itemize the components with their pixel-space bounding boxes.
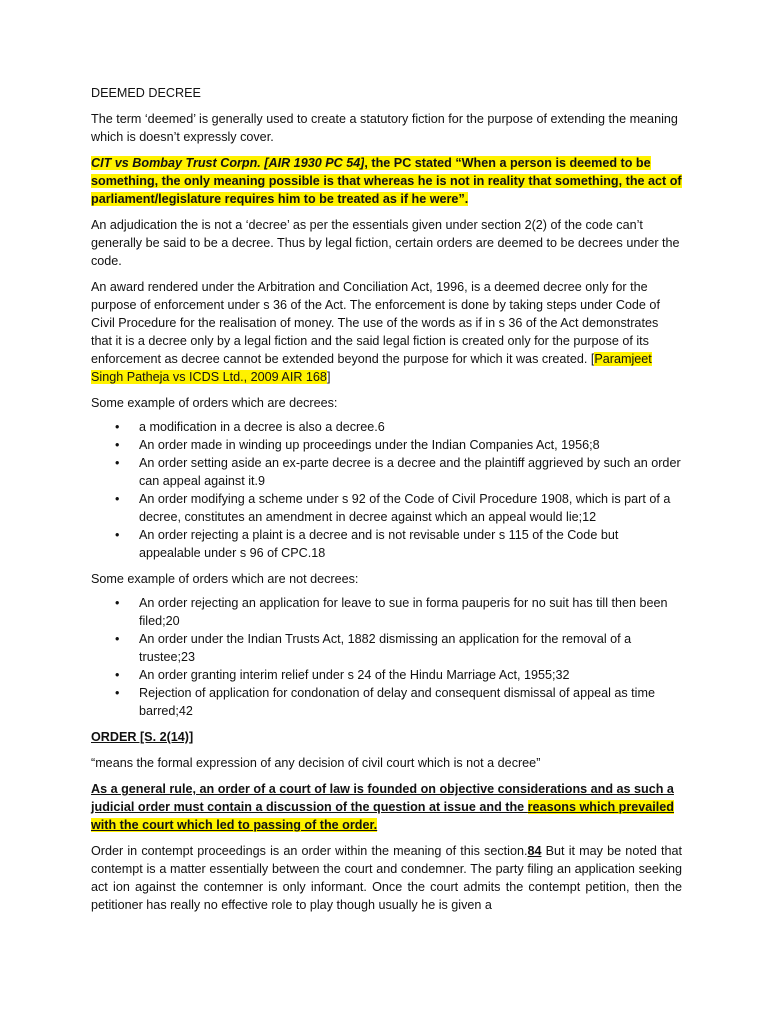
list-item: • An order rejecting an application for leave to sue in forma pauperis for no suit has till then been filed;20 <box>139 594 682 630</box>
award-text: An award rendered under the Arbitration and Conciliation Act, 1996, is a deemed decree only for the purpose of enforcement under s 36 of the Act. The enforcement is done by taking steps under Code of Civil Procedure for the realisation of money. The use of the words as if in s 36 of the Act demonstrates that it is a decree only by a legal fiction and the said legal fiction is created only for the purpose of its enforcement as decree cannot be extended beyond the purpose for which it was created. [ <box>91 280 660 366</box>
section-heading-deemed-decree: DEEMED DECREE <box>91 86 201 100</box>
list-item: • An order made in winding up proceedings under the Indian Companies Act, 1956;8 <box>139 436 682 454</box>
footnote-ref: 84 <box>527 844 542 858</box>
list-item: • An order under the Indian Trusts Act, 1882 dismissing an application for the removal of a trustee;23 <box>139 630 682 666</box>
list-item: • An order modifying a scheme under s 92 of the Code of Civil Procedure 1908, which is part of a decree, constitutes an amendment in decree against which an appeal would lie;12 <box>139 490 682 526</box>
general-rule-text: As a general rule, an order of a court of law is founded on objective considerations and as such a judicial order must contain a discussion of the question at issue and the <box>91 782 674 814</box>
list-item: • An order rejecting a plaint is a decree and is not revisable under s 115 of the Code but appealable under s 96 of CPC.18 <box>139 526 682 562</box>
paragraph-contempt <box>91 842 682 914</box>
award-case-citation: Paramjeet Singh Patheja vs ICDS Ltd., 2009 AIR 168 <box>91 352 652 384</box>
paragraph-award <box>91 278 682 386</box>
paragraph-case-quote <box>91 154 682 208</box>
award-close-bracket: ] <box>326 370 331 384</box>
document-body <box>91 84 682 914</box>
general-rule-highlight: reasons which prevailed with the court which led to passing of the order. <box>91 800 674 832</box>
nondecrees-list <box>91 594 682 720</box>
section-heading-order: ORDER [S. 2(14)] <box>91 730 194 744</box>
paragraph-adjudication: An adjudication the is not a ‘decree’ as per the essentials given under section 2(2) of the code can’t generally be said to be a decree. Thus by legal fiction, certain orders are deemed to be decrees under the code. <box>91 218 680 268</box>
paragraph-general-rule <box>91 780 682 834</box>
case-citation: CIT vs Bombay Trust Corpn. [AIR 1930 PC 54] <box>91 156 365 170</box>
case-quote: , the PC stated “When a person is deemed to be something, the only meaning possible is that whereas he is not in reality that something, the act of parliament/legislature requires him to be treated as if he were”. <box>91 156 682 206</box>
list-item: • An order setting aside an ex-parte decree is a decree and the plaintiff aggrieved by such an order can appeal against it.9 <box>139 454 682 490</box>
list-item: • Rejection of application for condonation of delay and consequent dismissal of appeal as time barred;42 <box>139 684 682 720</box>
contempt-text-a: Order in contempt proceedings is an order within the meaning of this section. <box>91 844 528 858</box>
decrees-list-heading: Some example of orders which are decrees: <box>91 396 338 410</box>
list-item: • a modification in a decree is also a decree.6 <box>139 418 682 436</box>
decrees-list <box>91 418 682 562</box>
contempt-text-b: But it may be noted that contempt is a matter essentially between the court and condemner. The party filing an application seeking act ion against the contemner is only informant. Once the court admits the contempt petition, then the petitioner has really no effective role to play though usually he is given a <box>91 844 682 912</box>
list-item: • An order granting interim relief under s 24 of the Hindu Marriage Act, 1955;32 <box>139 666 682 684</box>
nondecrees-list-heading: Some example of orders which are not decrees: <box>91 572 359 586</box>
paragraph-order-definition: “means the formal expression of any decision of civil court which is not a decree” <box>91 756 541 770</box>
paragraph-intro: The term ‘deemed’ is generally used to create a statutory fiction for the purpose of extending the meaning which is doesn’t expressly cover. <box>91 112 678 144</box>
